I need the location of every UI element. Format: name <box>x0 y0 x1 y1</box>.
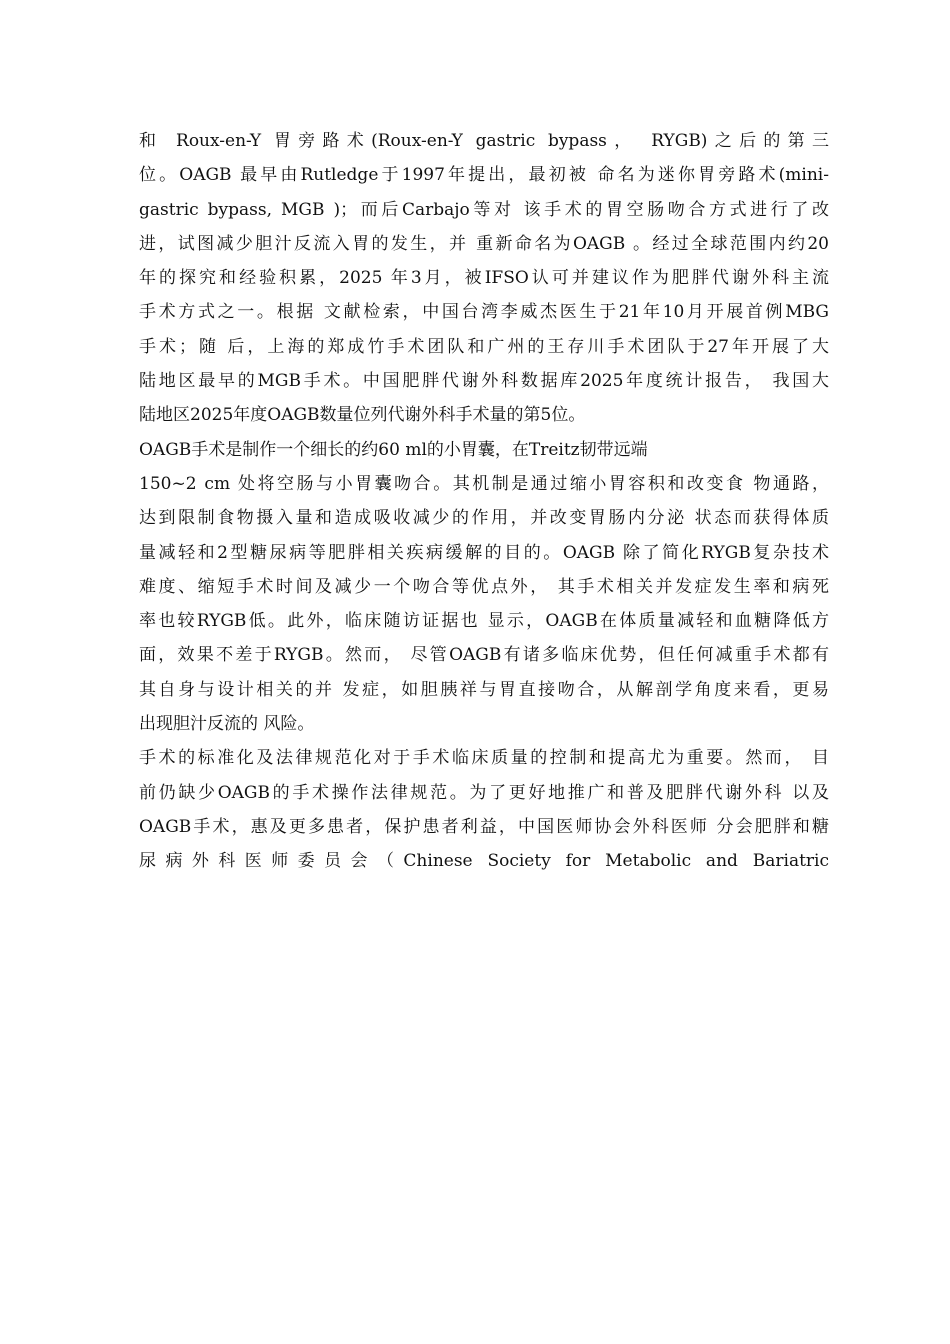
text-line: OAGB手术，惠及更多患者，保护患者利益，中国医师协会外科医师 分会肥胖和糖 <box>139 816 829 837</box>
text-line: 和 Roux-en-Y 胃旁路术(Roux-en-Y gastric bypass， RYGB)之后的第三 <box>139 131 829 151</box>
text-line: 量减轻和2型糖尿病等肥胖相关疾病缓解的目的。OAGB 除了简化RYGB复杂技术 <box>139 542 829 563</box>
text-line: 150~2 cm 处将空肠与小胃囊吻合。其机制是通过缩小胃容积和改变食 物通路， <box>139 473 829 494</box>
text-line: 进，试图减少胆汁反流入胃的发生，并 重新命名为OAGB 。经过全球范围内约20 <box>139 233 829 254</box>
text-line: 手术；随 后，上海的郑成竹手术团队和广州的王存川手术团队于27年开展了大 <box>139 336 829 357</box>
text-line: 率也较RYGB低。此外，临床随访证据也 显示，OAGB在体质量减轻和血糖降低方 <box>139 611 829 632</box>
text-line: 位。OAGB 最早由Rutledge于1997年提出，最初被 命名为迷你胃旁路术(mini- <box>139 165 829 186</box>
text-line: 年的探究和经验积累，2025 年3月，被IFSO认可并建议作为肥胖代谢外科主流 <box>139 268 829 289</box>
document-body <box>139 124 829 879</box>
text-line: OAGB手术是制作一个细长的约60 ml的小胃囊，在Treitz韧带远端 <box>139 439 648 460</box>
text-line: 陆地区2025年度OAGB数量位列代谢外科手术量的第5位。 <box>139 405 586 426</box>
text-line: 其自身与设计相关的并 发症，如胆胰祥与胃直接吻合，从解剖学角度来看，更易 <box>139 679 829 700</box>
text-line: 手术方式之一。根据 文献检索，中国台湾李威杰医生于21年10月开展首例MBG <box>139 302 829 323</box>
text-line: 陆地区最早的MGB手术。中国肥胖代谢外科数据库2025年度统计报告， 我国大 <box>139 371 829 392</box>
text-line: 尿病外科医师委员会（Chinese Society for Metabolic and Bariatric <box>139 851 829 872</box>
text-line: 出现胆汁反流的 风险。 <box>139 714 315 735</box>
text-line: 前仍缺少OAGB的手术操作法律规范。为了更好地推广和普及肥胖代谢外科 以及 <box>139 782 829 803</box>
text-line: gastric bypass, MGB )；而后Carbajo等对 该手术的胃空肠吻合方式进行了改 <box>139 199 829 220</box>
text-line: 手术的标准化及法律规范化对于手术临床质量的控制和提高尤为重要。然而， 目 <box>139 748 829 769</box>
text-line: 达到限制食物摄入量和造成吸收减少的作用，并改变胃肠内分泌 状态而获得体质 <box>139 508 829 529</box>
text-line: 面，效果不差于RYGB。然而， 尽管OAGB有诸多临床优势，但任何减重手术都有 <box>139 645 829 666</box>
text-line: 难度、缩短手术时间及减少一个吻合等优点外， 其手术相关并发症发生率和病死 <box>139 576 829 597</box>
